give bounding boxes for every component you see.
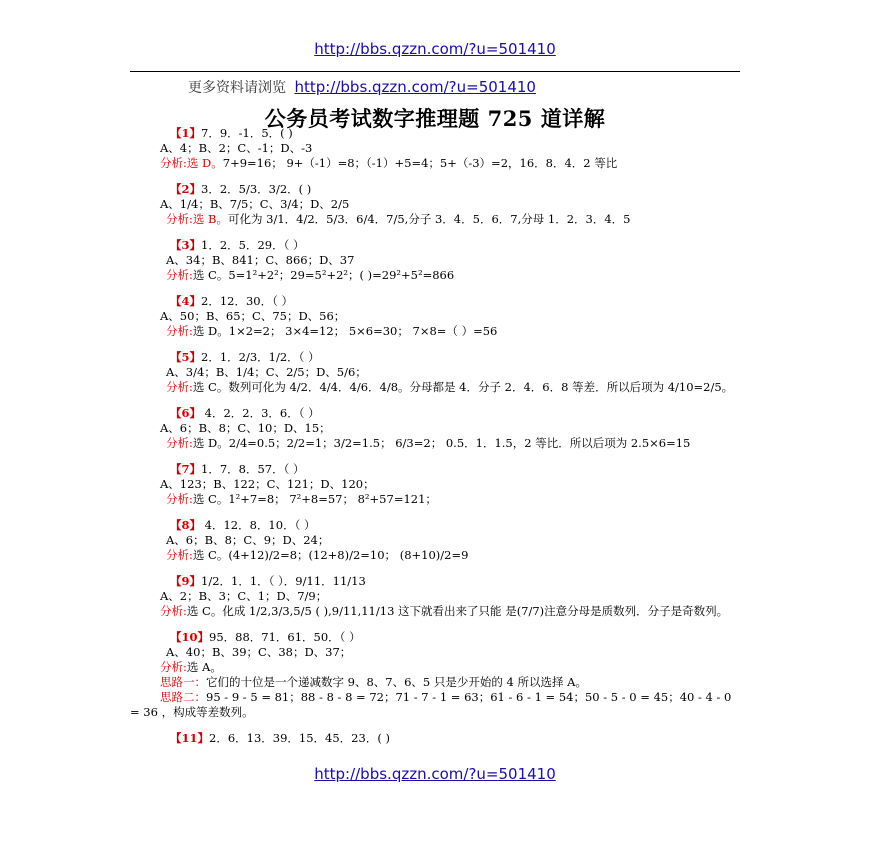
analysis-text: 选 C。化成 1/2,3/3,5/5 ( ),9/11,11/13 这下就看出来了只能 是(7/7)注意分母是质数列．分子是奇数列。	[186, 604, 729, 618]
question-item	[130, 518, 740, 563]
analysis-text: 可化为 3/1．4/2．5/3．6/4．7/5,分子 3．4．5．6．7,分母 1．2．3．4．5	[227, 212, 631, 226]
more-resources-link[interactable]: http://bbs.qzzn.com/?u=501410	[294, 78, 536, 96]
question-item	[130, 462, 740, 507]
header-link-row	[0, 40, 870, 58]
question-line	[130, 238, 740, 253]
question-line	[130, 518, 740, 533]
header-divider	[130, 71, 740, 72]
question-number: 【9】	[170, 574, 202, 588]
question-analysis	[130, 548, 740, 563]
analysis-text: 选 A。	[186, 660, 222, 674]
question-analysis	[130, 436, 740, 451]
question-number: 【10】	[170, 630, 210, 644]
analysis-label: 分析:选 B。	[166, 212, 228, 226]
question-item	[130, 238, 740, 283]
question-options: A、6；B、8；C、10；D、15；	[160, 421, 331, 435]
question-line	[130, 462, 740, 477]
question-item	[130, 406, 740, 451]
analysis-text: 选 C。数列可化为 4/2．4/4．4/6．4/8。分母都是 4．分子 2．4．6．8 等差．所以后项为 4/10=2/5。	[192, 380, 734, 394]
analysis-label: 分析:选 D。	[160, 156, 223, 170]
question-number: 【4】	[170, 294, 202, 308]
question-analysis	[130, 268, 740, 283]
question-text: 2．12．30．（ ）	[201, 294, 294, 308]
analysis-label: 分析:	[166, 436, 193, 450]
more-resources-line	[188, 77, 536, 97]
question-text: 2．1．2/3．1/2．（ ）	[201, 350, 320, 364]
question-item	[130, 630, 740, 720]
question-analysis	[130, 380, 740, 395]
question-number: 【2】	[170, 182, 202, 196]
question-list	[130, 126, 740, 757]
question-number: 【7】	[170, 462, 202, 476]
analysis-text: 选 C。(4+12)/2=8；(12+8)/2=10； (8+10)/2=9	[192, 548, 469, 562]
analysis-label: 分析:	[166, 324, 193, 338]
question-item	[130, 350, 740, 395]
question-options: A、6；B、8；C、9；D、24；	[166, 533, 330, 547]
analysis-text: 选 D。1×2=2； 3×4=12； 5×6=30； 7×8=（ ）=56	[192, 324, 498, 338]
question-text: 1．7．8．57．（ ）	[201, 462, 305, 476]
question-text: 4．2．2．3．6．（ ）	[201, 406, 320, 420]
analysis-label: 分析:	[160, 660, 187, 674]
question-line	[130, 126, 740, 141]
question-number: 【1】	[170, 126, 202, 140]
question-line	[130, 182, 740, 197]
question-text: 1/2．1．1．（ ）．9/11．11/13	[201, 574, 366, 588]
question-options: A、40；B、39；C、38；D、37；	[166, 645, 352, 659]
question-text: 95．88．71．61．50．（ ）	[209, 630, 361, 644]
idea-one-text: 它们的十位是一个递减数字 9、8、7、6、5 只是少开始的 4 所以选择 A。	[206, 675, 587, 689]
question-line	[130, 731, 740, 746]
question-text: 3．2．5/3．3/2．( )	[201, 182, 312, 196]
analysis-text: 选 D。2/4=0.5；2/2=1；3/2=1.5； 6/3=2； 0.5．1．1.5，2 等比．所以后项为 2.5×6=15	[192, 436, 691, 450]
analysis-label: 分析:	[166, 380, 193, 394]
analysis-text: 选 C。1²+7=8； 7²+8=57； 8²+57=121；	[192, 492, 437, 506]
question-item	[130, 182, 740, 227]
question-analysis	[130, 604, 740, 619]
analysis-text: 选 C。5=1²+2²；29=5²+2²；( )=29²+5²=866	[192, 268, 455, 282]
question-line	[130, 350, 740, 365]
document-title: 公务员考试数字推理题 725 道详解	[264, 106, 606, 131]
idea-one-label: 思路一：	[160, 675, 206, 689]
question-number: 【6】	[170, 406, 202, 420]
question-options: A、3/4；B、1/4；C、2/5；D、5/6；	[166, 365, 367, 379]
idea-two-line	[130, 690, 740, 720]
analysis-label: 分析:	[166, 268, 193, 282]
question-options: A、34；B、841；C、866；D、37	[166, 253, 355, 267]
more-resources-text: 更多资料请浏览	[188, 80, 286, 96]
question-number: 【3】	[170, 238, 202, 252]
idea-one-line	[130, 675, 740, 690]
question-analysis	[130, 156, 740, 171]
top-forum-link[interactable]: http://bbs.qzzn.com/?u=501410	[314, 40, 556, 58]
analysis-label: 分析:	[160, 604, 187, 618]
question-text: 2．6．13．39．15．45．23．( )	[209, 731, 390, 745]
analysis-text: 7+9=16； 9+（-1）=8；（-1）+5=4；5+（-3）=2，16．8．4．2 等比	[222, 156, 618, 170]
question-options: A、123；B、122；C、121；D、120；	[160, 477, 375, 491]
question-number: 【11】	[170, 731, 210, 745]
analysis-label: 分析:	[166, 492, 193, 506]
idea-two-label: 思路二：	[160, 690, 206, 704]
question-analysis	[130, 324, 740, 339]
question-text: 7．9．-1．5．( )	[201, 126, 293, 140]
question-options: A、2；B、3；C、1；D、7/9；	[160, 589, 328, 603]
question-item	[130, 731, 740, 746]
question-text: 1．2．5．29．（ ）	[201, 238, 305, 252]
idea-two-text: 95 - 9 - 5 = 81；88 - 8 - 8 = 72；71 - 7 - 1 = 63；61 - 6 - 1 = 54；50 - 5 - 0 = 45；40 - 4 - 0 = 36 ，构成等差数列。	[130, 690, 732, 719]
question-item	[130, 294, 740, 339]
question-text: 4．12．8．10．（ ）	[201, 518, 316, 532]
bottom-forum-link[interactable]: http://bbs.qzzn.com/?u=501410	[314, 765, 556, 783]
question-analysis	[130, 660, 740, 675]
question-options: A、50；B、65；C、75；D、56；	[160, 309, 346, 323]
footer-link-row	[0, 765, 870, 783]
question-options: A、1/4；B、7/5；C、3/4；D、2/5	[160, 197, 350, 211]
question-item	[130, 574, 740, 619]
question-analysis	[130, 212, 740, 227]
question-analysis	[130, 492, 740, 507]
question-item	[130, 126, 740, 171]
question-line	[130, 294, 740, 309]
question-line	[130, 630, 740, 645]
analysis-label: 分析:	[166, 548, 193, 562]
question-number: 【8】	[170, 518, 202, 532]
question-line	[130, 406, 740, 421]
question-options: A、4；B、2；C、-1；D、-3	[160, 141, 313, 155]
question-number: 【5】	[170, 350, 202, 364]
question-line	[130, 574, 740, 589]
